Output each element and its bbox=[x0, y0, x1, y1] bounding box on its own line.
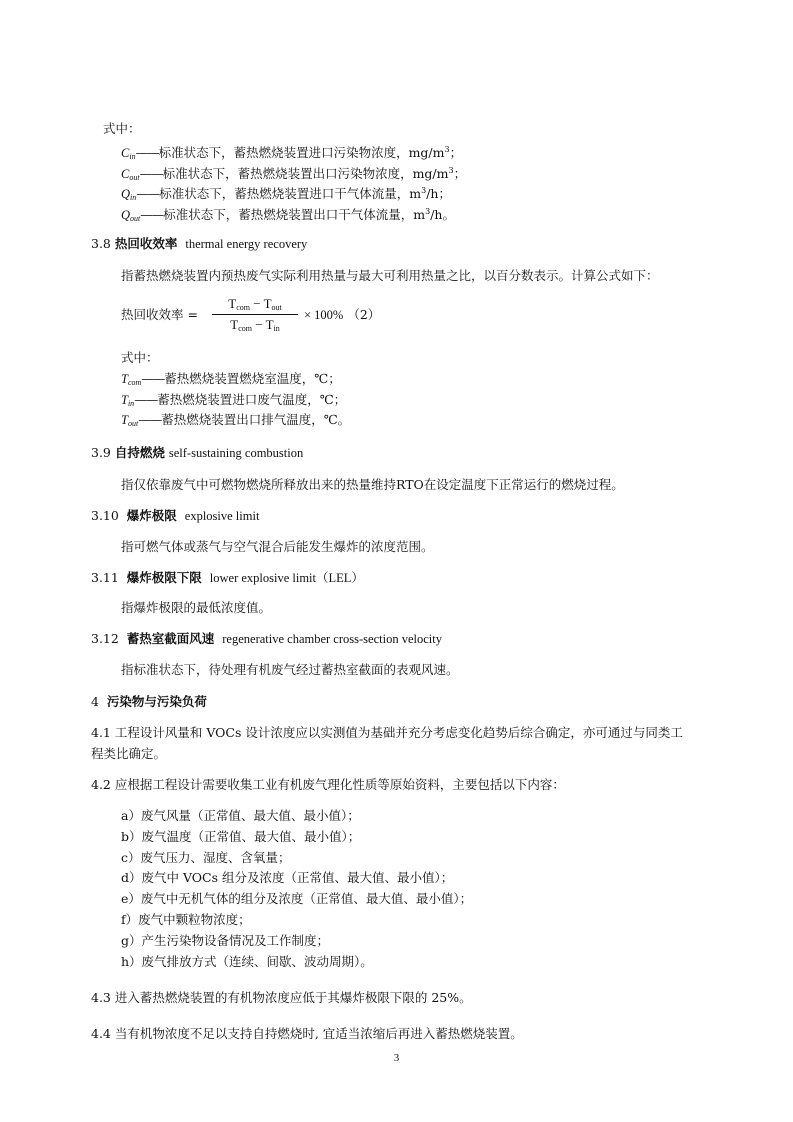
formula-denominator: $T_{com} - T_{in}$ bbox=[230, 317, 280, 333]
list-item: g）产生污染物设备情况及工作制度； bbox=[121, 933, 330, 948]
list-item: d）废气中 VOCs 组分及浓度（正常值、最大值、最小值）； bbox=[121, 870, 454, 885]
section-heading-3-8: 3.8 热回收效率 thermal energy recovery bbox=[91, 236, 308, 251]
section-body-3-8: 指蓄热燃烧装置内预热废气实际利用热量与最大可利用热量之比，以百分数表示。计算公式如下： bbox=[121, 268, 659, 283]
section-heading-3-11: 3.11 爆炸极限下限 lower explosive limit（LEL） bbox=[91, 570, 364, 585]
section-heading-4: 4 污染物与污染负荷 bbox=[91, 694, 207, 709]
list-item: c）废气压力、湿度、含氧量； bbox=[121, 850, 291, 865]
list-item: b）废气温度（正常值、最大值、最小值）； bbox=[121, 829, 361, 844]
definition-q-in: $Q_{in}——$标准状态下，蓄热燃烧装置进口干气体流量，$m^3/h$； bbox=[121, 186, 451, 202]
where-label: 式中： bbox=[103, 121, 141, 136]
list-item: h）废气排放方式（连续、间歇、波动周期）。 bbox=[121, 954, 373, 969]
section-body-3-9: 指仅依靠废气中可燃物燃烧所释放出来的热量维持RTO在设定温度下正常运行的燃烧过程。 bbox=[121, 477, 624, 492]
definition-c-out: $C_{out}——$标准状态下，蓄热燃烧装置出口污染物浓度，$mg/m^3$； bbox=[121, 166, 467, 182]
definition-c-in: $C_{in}——$标准状态下，蓄热燃烧装置进口污染物浓度，$mg/m^3$； bbox=[121, 145, 463, 161]
definition-t-com: $T_{com}——$蓄热燃烧装置燃烧室温度，℃； bbox=[121, 371, 341, 387]
formula-lhs: 热回收效率 = bbox=[121, 307, 198, 322]
clause-4-1-line1: 4.1 工程设计风量和 VOCs 设计浓度应以实测值为基础并充分考虑变化趋势后综合确定，亦可通过与同类工 bbox=[91, 725, 683, 740]
section-heading-3-9: 3.9 自持燃烧 self-sustaining combustion bbox=[91, 445, 304, 460]
clause-4-1-line2: 程类比确定。 bbox=[91, 746, 167, 761]
page-number: 3 bbox=[393, 1052, 400, 1064]
where-label-3-8: 式中： bbox=[121, 350, 159, 365]
section-heading-3-12: 3.12 蓄热室截面风速 regenerative chamber cross-section velocity bbox=[91, 631, 442, 646]
list-item: a）废气风量（正常值、最大值、最小值）； bbox=[121, 808, 360, 823]
section-body-3-10: 指可燃气体或蒸气与空气混合后能发生爆炸的浓度范围。 bbox=[121, 539, 434, 554]
section-body-3-11: 指爆炸极限的最低浓度值。 bbox=[121, 600, 272, 615]
definition-t-in: $T_{in}——$蓄热燃烧装置进口废气温度，℃； bbox=[121, 392, 347, 408]
list-item: f）废气中颗粒物浓度； bbox=[121, 912, 251, 927]
clause-4-4: 4.4 当有机物浓度不足以支持自持燃烧时, 宜适当浓缩后再进入蓄热燃烧装置。 bbox=[91, 1026, 523, 1041]
section-heading-3-10: 3.10 爆炸极限 explosive limit bbox=[91, 508, 260, 523]
clause-4-2-lead: 4.2 应根据工程设计需要收集工业有机废气理化性质等原始资料，主要包括以下内容： bbox=[91, 777, 565, 792]
list-item: e）废气中无机气体的组分及浓度（正常值、最大值、最小值）； bbox=[121, 891, 473, 906]
formula-numerator: $T_{com} - T_{out}$ bbox=[228, 296, 282, 312]
fraction-bar bbox=[212, 314, 298, 315]
clause-4-3: 4.3 进入蓄热燃烧装置的有机物浓度应低于其爆炸极限下限的 25%。 bbox=[91, 990, 472, 1005]
section-body-3-12: 指标准状态下，待处理有机废气经过蓄热室截面的表观风速。 bbox=[121, 662, 459, 677]
definition-t-out: $T_{out}——$蓄热燃烧装置出口排气温度，℃。 bbox=[121, 412, 351, 428]
formula-rhs: × 100% （2） bbox=[304, 307, 381, 322]
definition-q-out: $Q_{out}——$标准状态下，蓄热燃烧装置出口干气体流量，$m^3/h$。 bbox=[121, 207, 455, 223]
